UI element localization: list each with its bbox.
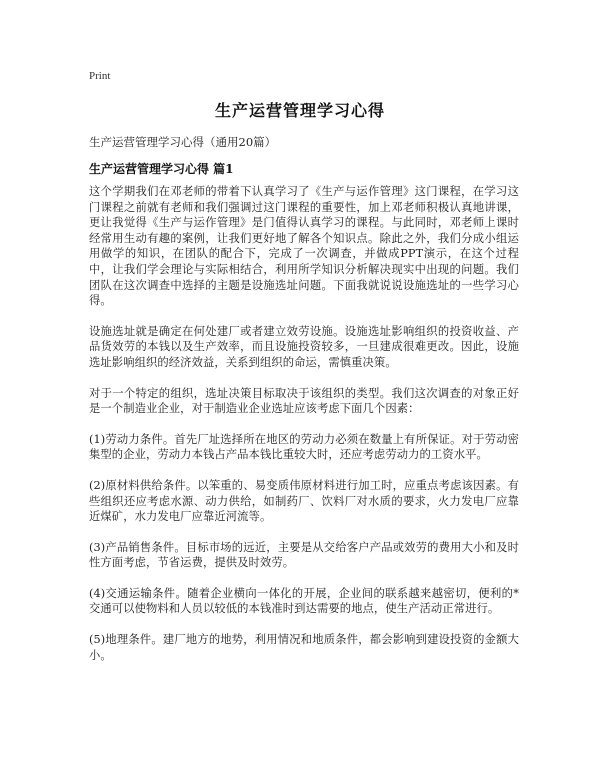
article-body bbox=[89, 184, 519, 678]
paragraph-sales: (3)产品销售条件。目标市场的远近，主要是从交给客户产品或效劳的费用大小和及时性方面考虑，节省运费，提供及时效劳。 bbox=[89, 540, 519, 570]
paragraph-transport: (4)交通运输条件。随着企业横向一体化的开展，企业间的联系越来越密切，便利的*交通可以使物料和人员以较低的本钱准时到达需要的地点，使生产活动正常进行。 bbox=[89, 586, 519, 616]
paragraph-factors-intro: 对于一个特定的组织，选址决策目标取决于该组织的类型。我们这次调查的对象正好是一个制造业企业，对于制造业企业选址应该考虑下面几个因素： bbox=[89, 386, 519, 416]
paragraph-geography: (5)地理条件。建厂地方的地势，利用情况和地质条件，都会影响到建设投资的金额大小。 bbox=[89, 633, 519, 662]
document-subtitle: 生产运营管理学习心得（通用20篇） bbox=[89, 135, 277, 149]
paragraph-materials: (2)原材料供给条件。以笨重的、易变质伟原材料进行加工时，应重点考虑该因素。有些组织还应考虑水源、动力供给，如制药厂、饮料厂对水质的要求，火力发电厂应靠近煤矿，水力发电厂应靠近河流等。 bbox=[89, 478, 519, 524]
paragraph-labor: (1)劳动力条件。首先厂址选择所在地区的劳动力必须在数量上有所保证。对于劳动密集型的企业，劳动力本钱占产品本钱比重较大时，还应考虑劳动力的工资水平。 bbox=[89, 432, 519, 462]
page-title: 生产运营管理学习心得 bbox=[214, 101, 385, 120]
print-label: Print bbox=[89, 70, 111, 82]
paragraph-definition: 设施选址就是确定在何处建厂或者建立效劳设施。设施选址影响组织的投资收益、产品货效劳的本钱以及生产效率，而且设施投资较多，一旦建成很难更改。因此，设施选址影响组织的经济效益，关系到组织的命运，需慎重决策。 bbox=[89, 324, 519, 369]
section-heading: 生产运营管理学习心得 篇1 bbox=[89, 162, 234, 176]
paragraph-intro: 这个学期我们在邓老师的带着下认真学习了《生产与运作管理》这门课程，在学习这门课程之前就有老师和我们强调过这门课程的重要性，加上邓老师积极认真地讲课，更让我觉得《生产与运作管理》是门值得认真学习的课程。与此同时，邓老师上课时经常用生动有趣的案例，让我们更好地了解各个知识点。除此之外，我们分成小组运用做学的知识，在团队的配合下，完成了一次调查，并做成PPT演示，在这个过程中，让我们学会理论与实际相结合，利用所学知识分析解决现实中出现的问题。我们团队在这次调查中选择的主题是设施选址问题。下面我就说说设施选址的一些学习心得。 bbox=[89, 185, 519, 308]
